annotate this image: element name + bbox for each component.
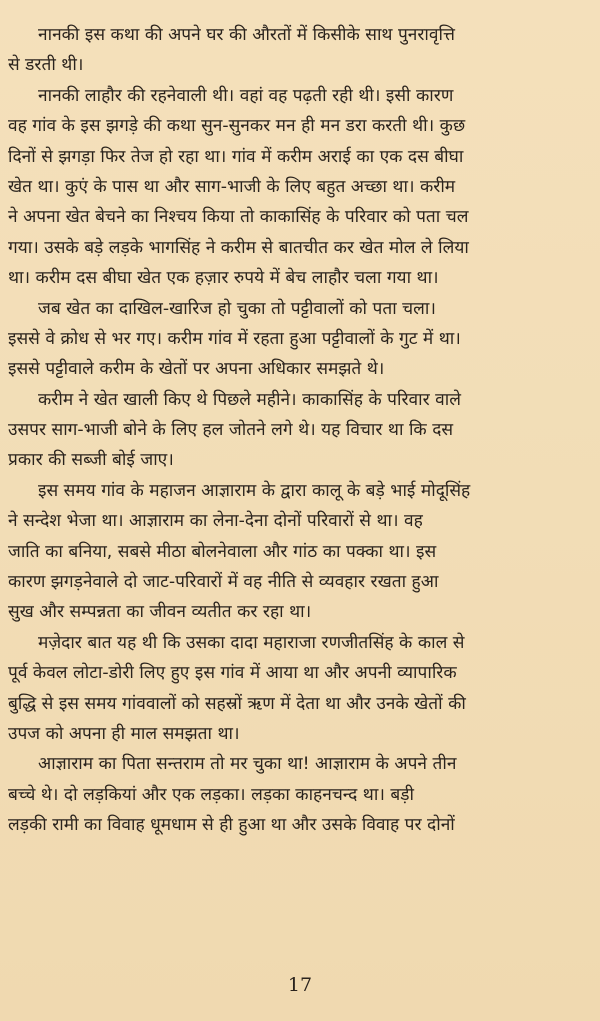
- text-line: था। करीम दस बीघा खेत एक हज़ार रुपये में बेच लाहौर चला गया था।: [8, 268, 439, 289]
- text-line: जाति का बनिया, सबसे मीठा बोलनेवाला और गांठ का पक्का था। इस: [8, 541, 437, 562]
- text-line: उसपर साग-भाजी बोने के लिए हल जोतने लगे थे। यह विचार था कि दस: [8, 420, 454, 441]
- body-text: [8, 20, 592, 841]
- text-line: पूर्व केवल लोटा-डोरी लिए हुए इस गांव में आया था और अपनी व्यापारिक: [8, 663, 457, 684]
- text-line: गया। उसके बड़े लड़के भागसिंह ने करीम से बातचीत कर खेत मोल ले लिया: [8, 237, 469, 258]
- text-line: लड़की रामी का विवाह धूमधाम से ही हुआ था और उसके विवाह पर दोनों: [8, 815, 455, 836]
- text-line: कारण झगड़नेवाले दो जाट-परिवारों में वह नीति से व्यवहार रखता हुआ: [8, 572, 439, 593]
- text-line: ने अपना खेत बेचने का निश्चय किया तो काकासिंह के परिवार को पता चल: [8, 207, 469, 228]
- text-line: सुख और सम्पन्नता का जीवन व्यतीत कर रहा था।: [8, 602, 312, 623]
- text-line: नानकी इस कथा की अपने घर की औरतों में किसीके साथ पुनरावृत्ति: [38, 25, 455, 45]
- text-line: इससे वे क्रोध से भर गए। करीम गांव में रहता हुआ पट्टीवालों के गुट में था।: [8, 328, 461, 349]
- text-line: ने सन्देश भेजा था। आज्ञाराम का लेना-देना दोनों परिवारों से था। वह: [8, 511, 423, 532]
- text-line: बुद्धि से इस समय गांववालों को सहस्रों ऋण में देता था और उनके खेतों की: [8, 693, 466, 714]
- text-line: वह गांव के इस झगड़े की कथा सुन-सुनकर मन ही मन डरा करती थी। कुछ: [8, 116, 466, 137]
- page-number: 17: [287, 974, 313, 996]
- text-line: खेत था। कुएं के पास था और साग-भाजी के लिए बहुत अच्छा था। करीम: [8, 176, 456, 197]
- text-line: प्रकार की सब्जी बोई जाए।: [8, 450, 174, 471]
- text-line: नानकी लाहौर की रहनेवाली थी। वहां वह पढ़ती रही थी। इसी कारण: [38, 85, 454, 106]
- text-line: बच्चे थे। दो लड़कियां और एक लड़का। लड़का काहनचन्द था। बड़ी: [8, 784, 414, 805]
- text-line: मज़ेदार बात यह थी कि उसका दादा महाराजा रणजीतसिंह के काल से: [38, 632, 465, 653]
- text-line: जब खेत का दाखिल-खारिज हो चुका तो पट्टीवालों को पता चला।: [38, 298, 436, 319]
- text-line: करीम ने खेत खाली किए थे पिछले महीने। काकासिंह के परिवार वाले: [38, 389, 461, 410]
- text-line: इस समय गांव के महाजन आज्ञाराम के द्वारा कालू के बड़े भाई मोदूसिंह: [38, 480, 471, 501]
- text-line: उपज को अपना ही माल समझता था।: [8, 723, 240, 744]
- text-line: आज्ञाराम का पिता सन्तराम तो मर चुका था! आज्ञाराम के अपने तीन: [38, 754, 457, 775]
- text-line: दिनों से झगड़ा फिर तेज हो रहा था। गांव में करीम अराई का एक दस बीघा: [8, 146, 464, 167]
- text-line: इससे पट्टीवाले करीम के खेतों पर अपना अधिकार समझते थे।: [8, 359, 385, 380]
- text-line: से डरती थी।: [8, 55, 84, 76]
